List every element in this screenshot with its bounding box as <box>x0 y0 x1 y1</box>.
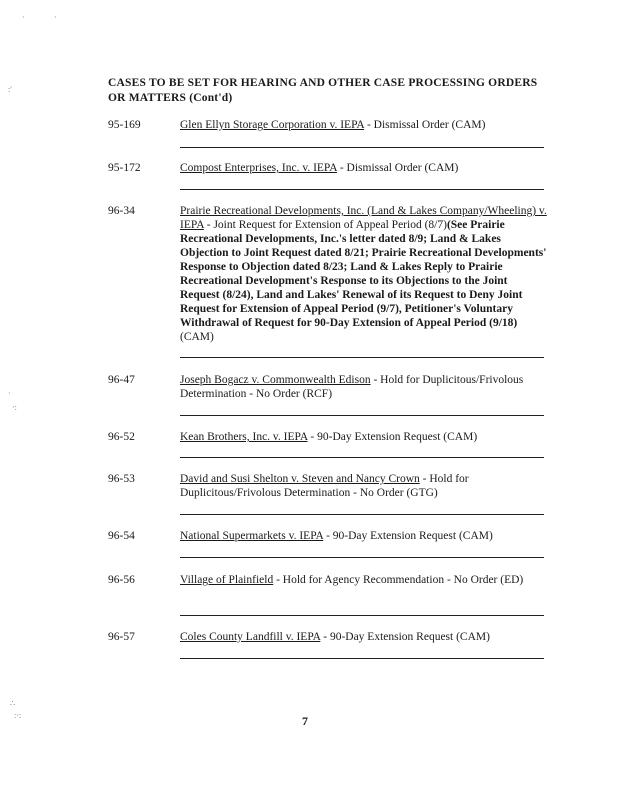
case-number: 96-34 <box>108 205 135 217</box>
case-description <box>180 161 548 175</box>
case-initials: (CAM) <box>180 331 214 343</box>
case-description <box>180 373 548 401</box>
case-action: - Joint Request for Extension of Appeal Period (8/7) <box>203 219 447 231</box>
case-number: 96-57 <box>108 631 135 643</box>
case-title: National Supermarkets v. IEPA <box>180 530 324 542</box>
case-description <box>180 204 548 344</box>
case-description <box>180 529 548 543</box>
separator-line <box>180 658 544 659</box>
page-heading: CASES TO BE SET FOR HEARING AND OTHER CASE PROCESSING ORDERS OR MATTERS (Cont'd) <box>108 77 538 104</box>
case-action: - 90-Day Extension Request (CAM) <box>307 431 478 443</box>
case-action: - Hold for Duplicitous/Frivolous Determination - No Order (GTG) <box>180 473 469 499</box>
case-title: Village of Plainfield <box>180 574 274 586</box>
case-number: 96-52 <box>108 431 135 443</box>
separator-line <box>180 147 544 148</box>
case-filings: (See Prairie Recreational Developments, Inc.'s letter dated 8/9; Land & Lakes Objection to Joint Request dated 8/21; Prairie Recreational Developments' Response to Objection dated 8/23; Land & Lakes Reply to Prairie Recreational Development's Response to its Objections to the Joint Request (8/24), Land and Lakes' Renewal of its Request to Deny Joint Request for Extension of Appeal Period (9/7), Petitioner's Voluntary Withdrawal of Request for 90-Day Extension of Appeal Period (9/18) <box>180 219 547 329</box>
scan-speck: · <box>54 13 57 22</box>
case-action: - 90-Day Extension Request (CAM) <box>320 631 490 643</box>
separator-line <box>180 415 544 416</box>
scan-speck: :' <box>8 85 12 94</box>
scan-speck: ∴ <box>10 699 16 708</box>
scan-speck: :·: <box>14 711 22 720</box>
scan-speck: · <box>22 13 25 22</box>
case-description <box>180 630 548 644</box>
case-description <box>180 118 548 132</box>
scan-speck: ·: <box>12 403 17 412</box>
case-description <box>180 472 548 500</box>
separator-line <box>180 557 544 558</box>
case-title: Prairie Recreational Developments, Inc. (Land & Lakes Company/Wheeling) v. IEPA <box>180 205 547 231</box>
case-action: - Dismissal Order (CAM) <box>336 162 459 174</box>
case-title: Compost Enterprises, Inc. v. IEPA <box>180 162 337 174</box>
case-number: 95-172 <box>108 162 141 174</box>
scan-speck: · <box>8 389 11 398</box>
separator-line <box>180 357 544 358</box>
case-number: 95-169 <box>108 119 141 131</box>
case-number: 96-54 <box>108 530 135 542</box>
case-action: - 90-Day Extension Request (CAM) <box>323 530 493 542</box>
case-title: Coles County Landfill v. IEPA <box>180 631 321 643</box>
case-title: Joseph Bogacz v. Commonwealth Edison <box>180 374 371 386</box>
case-action: - Hold for Duplicitous/Frivolous Determination - No Order (RCF) <box>180 374 524 400</box>
separator-line <box>180 514 544 515</box>
case-description <box>180 430 548 444</box>
separator-line <box>180 615 544 616</box>
separator-line <box>180 189 544 190</box>
page-number: 7 <box>302 714 308 728</box>
case-number: 96-47 <box>108 374 135 386</box>
case-description <box>180 573 548 587</box>
case-action: - Hold for Agency Recommendation - No Order (ED) <box>273 574 524 586</box>
case-action: - Dismissal Order (CAM) <box>364 119 486 131</box>
case-number: 96-56 <box>108 574 135 586</box>
case-title: Glen Ellyn Storage Corporation v. IEPA <box>180 119 365 131</box>
separator-line <box>180 457 544 458</box>
case-number: 96-53 <box>108 473 135 485</box>
case-title: David and Susi Shelton v. Steven and Nancy Crown <box>180 473 420 485</box>
case-title: Kean Brothers, Inc. v. IEPA <box>180 431 308 443</box>
